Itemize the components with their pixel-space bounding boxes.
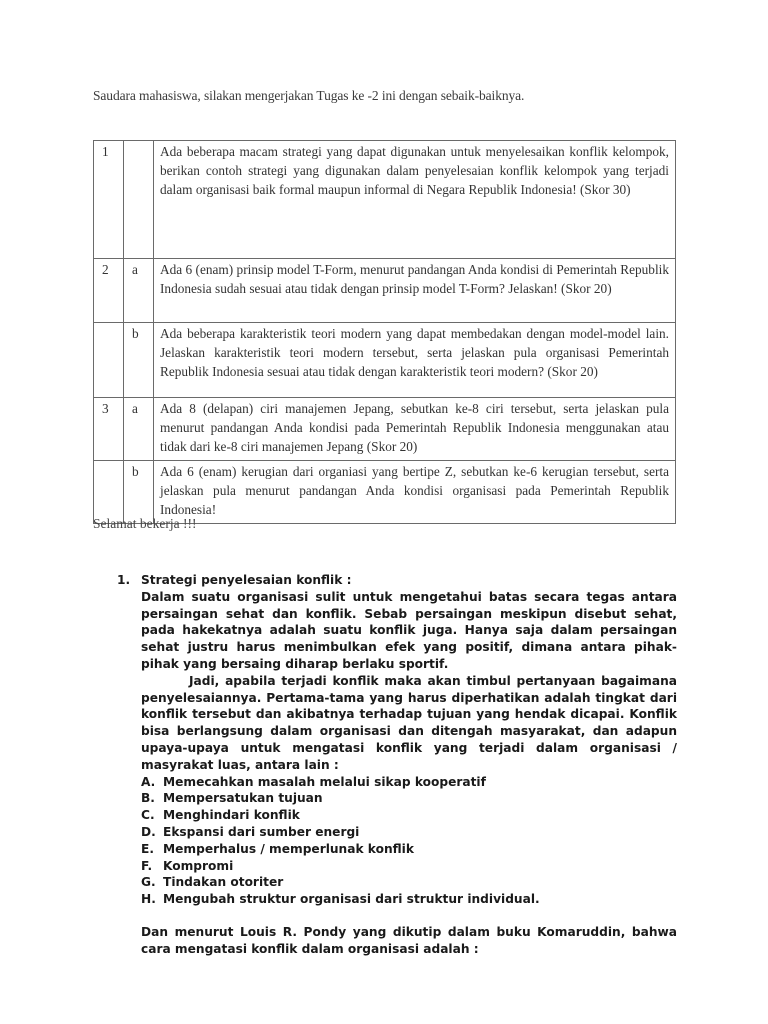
table-row bbox=[94, 323, 676, 398]
list-text: Mengubah struktur organisasi dari struktur individual. bbox=[163, 892, 540, 907]
task-subletter: a bbox=[124, 398, 154, 461]
task-subletter: a bbox=[124, 259, 154, 323]
task-question: Ada 8 (delapan) ciri manajemen Jepang, sebutkan ke-8 ciri tersebut, serta jelaskan pula menurut pandangan Anda kondisi pada Pemerintah Republik Indonesia menggunakan atau tidak dari ke-8 ciri manajemen Jepang (Skor 20) bbox=[154, 398, 676, 461]
task-question: Ada beberapa karakteristik teori modern yang dapat membedakan dengan model-model lain. Jelaskan karakteristik teori modern tersebut, serta jelaskan pula organisasi Pemerintah Republik Indonesia sesuai atau tidak dengan karakteristik teori modern? (Skor 20) bbox=[154, 323, 676, 398]
task-number bbox=[94, 461, 124, 524]
strategy-list bbox=[117, 774, 677, 908]
answer-section bbox=[117, 572, 677, 958]
spacer bbox=[117, 908, 677, 924]
assignment-intro: Saudara mahasiswa, silakan mengerjakan Tugas ke -2 ini dengan sebaik-baiknya. bbox=[93, 88, 525, 103]
closing-note: Selamat bekerja !!! bbox=[93, 516, 197, 531]
list-text: Mempersatukan tujuan bbox=[163, 791, 323, 806]
answer-paragraph: Jadi, apabila terjadi konflik maka akan timbul pertanyaan bagaimana penyelesaiannya. Pertama-tama yang harus diperhatikan adalah tingkat dari konflik tersebut dan akibatnya terhadap tujuan yang hendak dicapai. Konflik bisa berlangsung dalam organisasi dan ditengah masyarakat, dan adapun upaya-upaya untuk mengatasi konflik yang terjadi dalam organisasi / masyrakat luas, antara lain : bbox=[141, 673, 677, 772]
list-text: Memecahkan masalah melalui sikap kooperatif bbox=[163, 774, 486, 789]
task-question: Ada beberapa macam strategi yang dapat digunakan untuk menyelesaikan konflik kelompok, berikan contoh strategi yang digunakan dalam penyelesaian konflik kelompok yang terjadi dalam organisasi baik formal maupun informal di Negara Republik Indonesia! (Skor 30) bbox=[154, 141, 676, 259]
list-item bbox=[141, 774, 677, 791]
list-text: Menghindari konflik bbox=[163, 808, 300, 823]
answer-number: 1. bbox=[117, 573, 131, 587]
list-item bbox=[141, 891, 677, 908]
answer-heading-text: Strategi penyelesaian konflik : bbox=[141, 573, 352, 587]
table-row bbox=[94, 398, 676, 461]
list-text: Ekspansi dari sumber energi bbox=[163, 824, 360, 839]
task-subletter: b bbox=[124, 461, 154, 524]
list-letter: H. bbox=[141, 892, 156, 907]
answer-paragraph: Dan menurut Louis R. Pondy yang dikutip dalam buku Komaruddin, bahwa cara mengatasi konflik dalam organisasi adalah : bbox=[141, 924, 677, 956]
task-subletter bbox=[124, 141, 154, 259]
answer-paragraph: Dalam suatu organisasi sulit untuk mengetahui batas secara tegas antara persaingan sehat dan konflik. Sebab persaingan meskipun disebut sehat, pada hakekatnya adalah suatu konflik juga. Hanya saja dalam persaingan sehat justru harus menimbulkan efek yang positif, dimana antara pihak-pihak yang bersaing diharap berlaku sportif. bbox=[141, 589, 677, 671]
list-item bbox=[141, 824, 677, 841]
task-number bbox=[94, 323, 124, 398]
list-letter: A. bbox=[141, 774, 156, 789]
task-question: Ada 6 (enam) kerugian dari organiasi yang bertipe Z, sebutkan ke-6 kerugian tersebut, serta jelaskan pula menurut pandangan Anda kondisi organisasi pada Pemerintah Republik Indonesia! bbox=[154, 461, 676, 524]
task-table bbox=[93, 140, 676, 524]
list-text: Kompromi bbox=[163, 858, 234, 873]
answer-heading bbox=[117, 572, 677, 589]
list-letter: G. bbox=[141, 875, 156, 890]
list-letter: B. bbox=[141, 791, 155, 806]
task-number: 3 bbox=[94, 398, 124, 461]
task-subletter: b bbox=[124, 323, 154, 398]
list-item bbox=[141, 841, 677, 858]
table-row bbox=[94, 141, 676, 259]
list-item bbox=[141, 790, 677, 807]
task-number: 1 bbox=[94, 141, 124, 259]
list-letter: E. bbox=[141, 841, 154, 856]
task-question: Ada 6 (enam) prinsip model T-Form, menurut pandangan Anda kondisi di Pemerintah Republik Indonesia sudah sesuai atau tidak dengan prinsip model T-Form? Jelaskan! (Skor 20) bbox=[154, 259, 676, 323]
list-letter: F. bbox=[141, 858, 153, 873]
list-item bbox=[141, 874, 677, 891]
task-number: 2 bbox=[94, 259, 124, 323]
list-item bbox=[141, 807, 677, 824]
list-text: Memperhalus / memperlunak konflik bbox=[163, 841, 414, 856]
list-letter: C. bbox=[141, 808, 155, 823]
list-item bbox=[141, 858, 677, 875]
table-row bbox=[94, 461, 676, 524]
table-row bbox=[94, 259, 676, 323]
list-letter: D. bbox=[141, 824, 156, 839]
list-text: Tindakan otoriter bbox=[163, 875, 284, 890]
